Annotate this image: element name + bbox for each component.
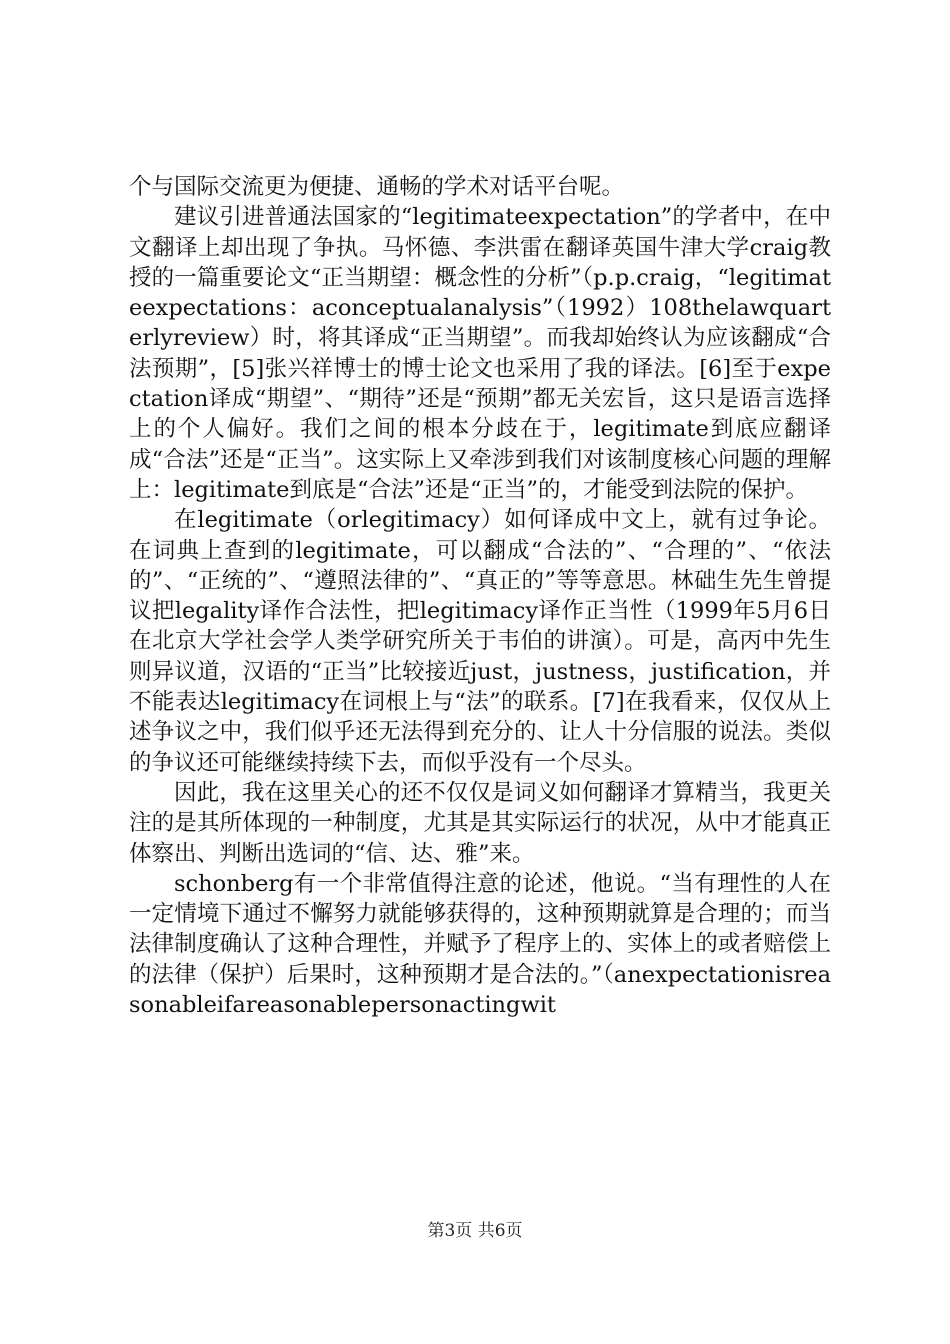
paragraph-schonberg-quote: schonberg有一个非常值得注意的论述，他说。“当有理性的人在一定情境下通过不懈努力就能够获得的，这种预期就算是合理的；而当法律制度确认了这种合理性，并赋予了程序上的、实体上的或者赔偿上的法律（保护）后果时，这种预期才是合法的。”（anexpectationisreasonableifareasonablepersonactingwit	[129, 870, 831, 1019]
paragraph-translation-dispute: 建议引进普通法国家的“legitimateexpectation”的学者中，在中文翻译上却出现了争执。马怀德、李洪雷在翻译英国牛津大学craig教授的一篇重要论文“正当期望：概念性的分析”（p.p.craig，“legitimateexpectations：aconceptualanalysis”（1992）108thelawquarterlyreview）时，将其译成“正当期望”。而我却始终认为应该翻成“合法预期”，[5]张兴祥博士的博士论文也采用了我的译法。[6]至于expectation译成“期望”、“期待”还是“预期”都无关宏旨，这只是语言选择上的个人偏好。我们之间的根本分歧在于，legitimate到底应翻译成“合法”还是“正当”。这实际上又牵涉到我们对该制度核心问题的理解上：legitimate到底是“合法”还是“正当”的，才能受到法院的保护。	[129, 204, 831, 503]
paragraph-institution-focus: 因此，我在这里关心的还不仅仅是词义如何翻译才算精当，我更关注的是其所体现的一种制度，尤其是其实际运行的状况，从中才能真正体察出、判断出选词的“信、达、雅”来。	[129, 779, 831, 867]
paragraph-legitimate-debate: 在legitimate（orlegitimacy）如何译成中文上，就有过争论。在词典上查到的legitimate，可以翻成“合法的”、“合理的”、“依法的”、“正统的”、“遵照法律的”、“真正的”等等意思。林础生先生曾提议把legality译作合法性，把legitimacy译作正当性（1999年5月6日在北京大学社会学人类学研究所关于韦伯的讲演）。可是，高丙中先生则异议道，汉语的“正当”比较接近just，justness，justification，并不能表达legitimacy在词根上与“法”的联系。[7]在我看来，仅仅从上述争议之中，我们似乎还无法得到充分的、让人十分信服的说法。类似的争议还可能继续持续下去，而似乎没有一个尽头。	[129, 507, 831, 776]
page-footer: 第3页 共6页	[427, 1221, 523, 1241]
paragraph-continuation: 个与国际交流更为便捷、通畅的学术对话平台呢。	[129, 174, 625, 200]
document-body	[129, 172, 831, 1020]
